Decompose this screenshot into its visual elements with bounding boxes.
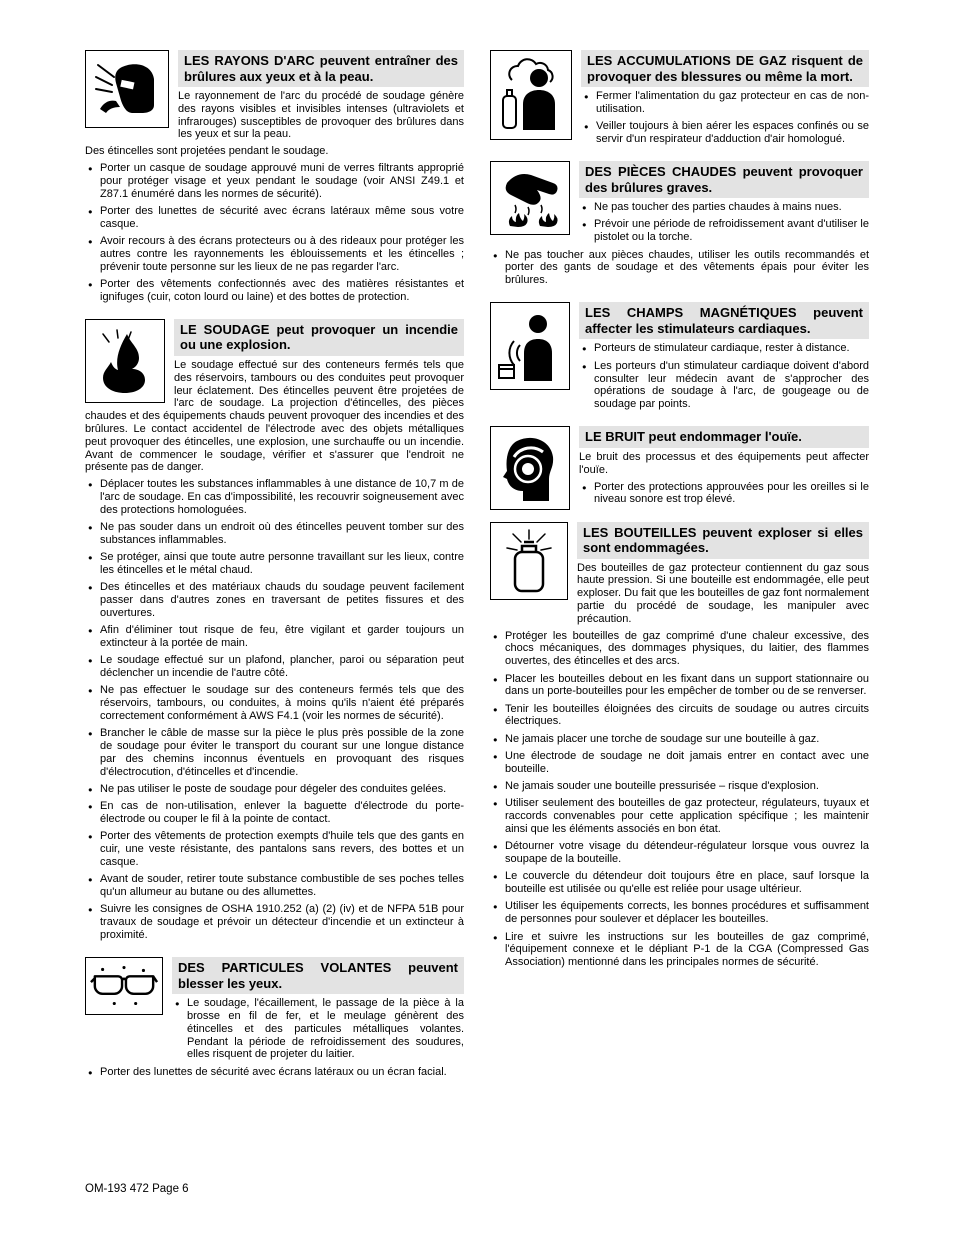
bullet-list <box>85 478 464 942</box>
bullet-item: ● Les porteurs d'un stimulateur cardiaque doivent d'abord consulter leur médecin avant de s'approcher des opérations de soudage à l'arc, de gougeage ou de soudage par points. <box>579 360 869 411</box>
bullet-item: ● Porter des lunettes de sécurité avec écrans latéraux même sous votre casque. <box>85 205 464 231</box>
bullet-item: ● Ne pas effectuer le soudage sur des conteneurs fermés tels que des réservoirs, tambours, ou conduites, à moins qu'ils n'aient été préparés correctement conformément à AWS F4.1 (voir les normes de sécurité). <box>85 684 464 722</box>
bullet-item: ● Porteurs de stimulateur cardiaque, rester à distance. <box>579 342 869 355</box>
bullet-item: ● Porter des protections approuvées pour les oreilles si le niveau sonore est trop élevé. <box>579 481 869 507</box>
bullet-item: ● Porter des lunettes de sécurité avec écrans latéraux ou un écran facial. <box>85 1066 464 1079</box>
bullet-item: ● Placer les bouteilles debout en les fixant dans un support stationnaire ou dans un porte-bouteilles pour les empêcher de tomber ou de se renverser. <box>490 673 869 699</box>
section-arc-rays <box>85 50 464 308</box>
bullet-item: ● Ne pas utiliser le poste de soudage pour dégeler des conduites gelées. <box>85 783 464 796</box>
bullet-item: ● Se protéger, ainsi que toute autre personne travaillant sur les lieux, contre les étincelles et le métal chaud. <box>85 551 464 577</box>
section-fire-explosion <box>85 319 464 946</box>
section-title: DES PIÈCES CHAUDES peuvent provoquer des brûlures graves. <box>579 161 869 198</box>
section-title: LES RAYONS D'ARC peuvent entraîner des brûlures aux yeux et à la peau. <box>178 50 464 87</box>
bullet-item: ● Porter un casque de soudage approuvé muni de verres filtrants approprié pour protéger visage et yeux pendant le soudage (voir ANSI Z49.1 et Z87.1 énuméré dans les normes de sécurité). <box>85 162 464 200</box>
bullet-item: ● Fermer l'alimentation du gaz protecteur en cas de non-utilisation. <box>581 90 869 116</box>
bullet-item: ● Des étincelles et des matériaux chauds du soudage peuvent facilement passer dans d'autres zones en traversant de petites fissures et des ouvertures. <box>85 581 464 619</box>
right-column <box>490 50 869 1094</box>
section-title: LES BOUTEILLES peuvent exploser si elles sont endommagées. <box>577 522 869 559</box>
bullet-item: ● Ne pas souder dans un endroit où des étincelles peuvent tomber sur des substances inflammables. <box>85 521 464 547</box>
bullet-item: ● Ne pas toucher aux pièces chaudes, utiliser les outils recommandés et porter des gants de soudage et des vêtements épais pour éviter les brûlures. <box>490 249 869 287</box>
section-cylinders <box>490 522 869 974</box>
section-intro: Des bouteilles de gaz protecteur contiennent du gaz sous haute pression. Si une bouteille est endommagée, elle peut exploser. Du fait que les bouteilles de gaz font normalement partie du procédé de soudage, les manipuler avec précaution. <box>577 561 869 625</box>
section-title: LE BRUIT peut endommager l'ouïe. <box>579 426 869 448</box>
section-intro: Le rayonnement de l'arc du procédé de soudage génère des rayons visibles et invisibles intenses (ultraviolets et infrarouges) susceptibles de provoquer des brûlures dans les yeux et sur la peau. <box>178 90 464 141</box>
section-magnetic-fields <box>490 302 869 415</box>
cylinder-explosion-icon <box>490 522 568 600</box>
page-footer: OM-193 472 Page 6 <box>85 1183 189 1195</box>
bullet-item: ● Une électrode de soudage ne doit jamais entrer en contact avec une bouteille. <box>490 750 869 776</box>
bullet-item: ● Ne jamais placer une torche de soudage sur une bouteille à gaz. <box>490 733 869 746</box>
two-column-layout <box>85 50 869 1094</box>
section-gas-accumulations <box>490 50 869 150</box>
section-flying-particles <box>85 957 464 1083</box>
magnetic-fields-icon <box>490 302 570 390</box>
section-title: DES PARTICULES VOLANTES peuvent blesser les yeux. <box>172 957 464 994</box>
bullet-item: ● Utiliser seulement des bouteilles de gaz protecteur, régulateurs, tuyaux et raccords convenables pour cette application spécifique ; les maintenir ainsi que les éléments associés en bon état. <box>490 797 869 835</box>
section-noise <box>490 426 869 510</box>
bullet-item: ● Suivre les consignes de OSHA 1910.252 (a) (2) (iv) et de NFPA 51B pour travaux de soudage et prévoir un détecteur d'incendie et un extincteur à proximité. <box>85 903 464 941</box>
bullet-list <box>85 162 464 303</box>
bullet-item: ● Afin d'éliminer tout risque de feu, être vigilant et garder toujours un extincteur à la portée de main. <box>85 624 464 650</box>
noise-hearing-icon <box>490 426 570 510</box>
section-hot-parts <box>490 161 869 291</box>
bullet-item: ● Porter des vêtements confectionnés avec des matières résistantes et ignifuges (cuir, coton lourd ou laine) et des bottes de protection. <box>85 278 464 304</box>
arc-rays-icon <box>85 50 169 128</box>
bullet-item: ● Ne jamais souder une bouteille pressurisée – risque d'explosion. <box>490 780 869 793</box>
bullet-item: ● Lire et suivre les instructions sur les bouteilles de gaz comprimé, l'équipement connexe et le dépliant P-1 de la CGA (Compressed Gas Association) mentionné dans les principales normes de sécurité. <box>490 931 869 969</box>
bullet-item: ● Protéger les bouteilles de gaz comprimé d'une chaleur excessive, des chocs mécaniques, des dommages physiques, du laitier, des flammes ouvertes, des étincelles et des arcs. <box>490 630 869 668</box>
bullet-list <box>490 630 869 969</box>
bullet-item: ● Porter des vêtements de protection exempts d'huile tels que des gants en cuir, une veste résistante, des pantalons sans revers, des bottes et un casque. <box>85 830 464 868</box>
bullet-item: ● Détourner votre visage du détendeur-régulateur lorsque vous ouvrez la soupape de la bouteille. <box>490 840 869 866</box>
section-title: LES ACCUMULATIONS DE GAZ risquent de provoquer des blessures ou même la mort. <box>581 50 869 87</box>
bullet-item: ● Avoir recours à des écrans protecteurs ou à des rideaux pour protéger les autres contre les rayonnements les éblouissements et les étincelles ; prévenir toute personne sur les lieux de ne pas regarder l'arc. <box>85 235 464 273</box>
bullet-item: ● Le couvercle du détendeur doit toujours être en place, sauf lorsque la bouteille est utilisée ou qu'elle est reliée pour usage ultérieur. <box>490 870 869 896</box>
bullet-item: ● Ne pas toucher des parties chaudes à mains nues. <box>579 201 869 214</box>
section-note: Des étincelles sont projetées pendant le soudage. <box>85 145 329 158</box>
bullet-item: ● En cas de non-utilisation, enlever la baguette d'électrode du porte-électrode ou couper le fil à la pointe de contact. <box>85 800 464 826</box>
left-column <box>85 50 464 1094</box>
fire-explosion-icon <box>85 319 165 403</box>
bullet-item: ● Le soudage, l'écaillement, le passage de la pièce à la brosse en fil de fer, et le meulage génèrent des étincelles et des particules métalliques volantes. Pendant la période de refroidissement des soudures, elles risquent de projeter du laitier. <box>172 997 464 1061</box>
bullet-item: ● Le soudage effectué sur un plafond, plancher, paroi ou séparation peut déclencher un incendie de l'autre côté. <box>85 654 464 680</box>
bullet-item: ● Prévoir une période de refroidissement avant d'utiliser le pistolet ou la torche. <box>579 218 869 244</box>
hot-parts-icon <box>490 161 570 235</box>
bullet-item: ● Avant de souder, retirer toute substance combustible de ses poches telles qu'un allumeur au butane ou des allumettes. <box>85 873 464 899</box>
section-intro: Le soudage effectué sur des conteneurs fermés tels que des réservoirs, tambours ou des conduites peut provoquer leur éclatement. Des étincelles peuvent être projetées de l'arc de soudage. La projection d'étincelles, des pièces chaudes et des équipements chauds peuvent provoquer des incendies et des brûlures. Le contact accidentel de l'électrode avec des objets métalliques peut provoquer des étincelles, une explosion, une surchauffe ou un incendie. Avant de commencer le soudage, vérifier et s'assurer que l'endroit ne présente pas de danger. <box>85 358 464 474</box>
bullet-item: ● Brancher le câble de masse sur la pièce le plus près possible de la zone de soudage pour éviter le transport du courant sur une longue distance par des chemins inconnus éventuels en provoquant des risques d'électrocution, d'étincelles et d'incendie. <box>85 727 464 778</box>
flying-particles-icon <box>85 957 163 1015</box>
section-title: LES CHAMPS MAGNÉTIQUES peuvent affecter les stimulateurs cardiaques. <box>579 302 869 339</box>
bullet-item: ● Veiller toujours à bien aérer les espaces confinés ou se servir d'un respirateur d'adduction d'air homologué. <box>581 120 869 146</box>
gas-accumulation-icon <box>490 50 572 140</box>
section-title: LE SOUDAGE peut provoquer un incendie ou une explosion. <box>174 319 464 356</box>
bullet-item: ● Utiliser les équipements corrects, les bonnes procédures et suffisamment de personnes pour soulever et déplacer les bouteilles. <box>490 900 869 926</box>
bullet-item: ● Tenir les bouteilles éloignées des circuits de soudage ou autres circuits électriques. <box>490 703 869 729</box>
section-intro: Le bruit des processus et des équipements peut affecter l'ouïe. <box>579 450 869 476</box>
bullet-item: ● Déplacer toutes les substances inflammables à une distance de 10,7 m de l'arc de soudage. En cas d'impossibilité, les recouvrir soigneusement avec des protections homologuées. <box>85 478 464 516</box>
